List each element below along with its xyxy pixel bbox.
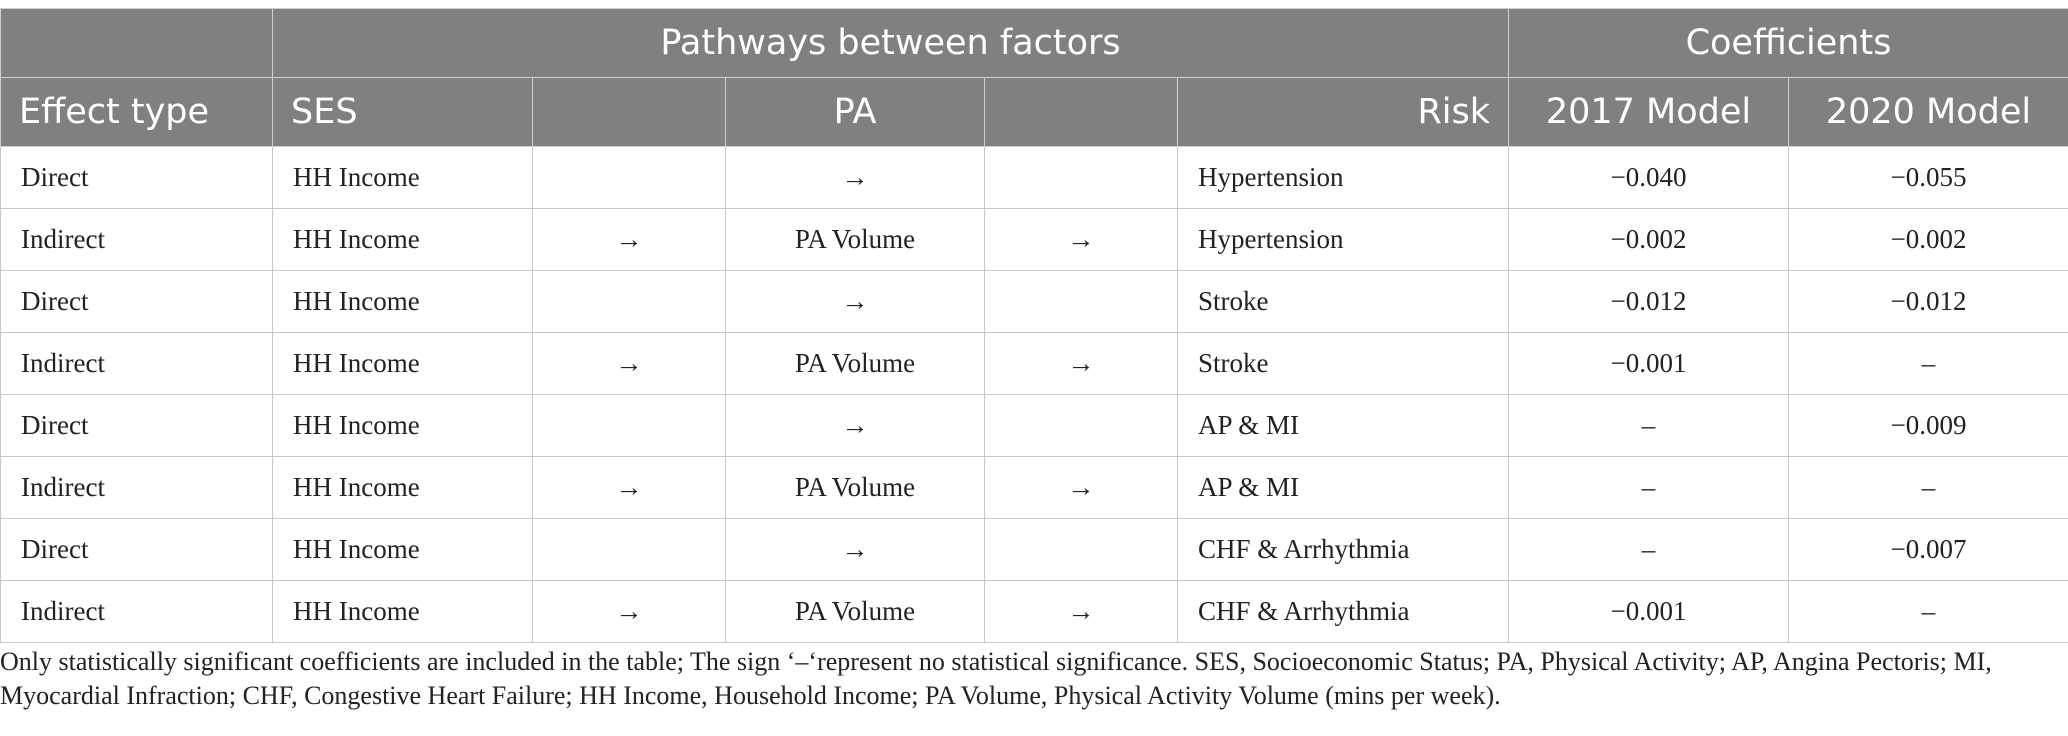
group-header-pathways: Pathways between factors bbox=[273, 9, 1509, 78]
cell-coef-2020: −0.009 bbox=[1789, 395, 2068, 457]
cell-arrow-1 bbox=[533, 519, 726, 581]
cell-coef-2020: −0.007 bbox=[1789, 519, 2068, 581]
cell-arrow-2 bbox=[985, 271, 1178, 333]
cell-effect-type: Direct bbox=[1, 271, 273, 333]
cell-pa: PA Volume bbox=[726, 209, 985, 271]
cell-ses: HH Income bbox=[273, 333, 533, 395]
cell-ses: HH Income bbox=[273, 581, 533, 643]
cell-effect-type: Direct bbox=[1, 519, 273, 581]
cell-risk: CHF & Arrhythmia bbox=[1178, 519, 1509, 581]
cell-arrow-1: → bbox=[533, 209, 726, 271]
cell-coef-2017: −0.040 bbox=[1509, 147, 1789, 209]
cell-coef-2017: – bbox=[1509, 519, 1789, 581]
cell-ses: HH Income bbox=[273, 271, 533, 333]
cell-coef-2017: −0.012 bbox=[1509, 271, 1789, 333]
column-header-2020-model: 2020 Model bbox=[1789, 78, 2068, 147]
cell-arrow-1 bbox=[533, 271, 726, 333]
cell-arrow-2: → bbox=[985, 581, 1178, 643]
cell-ses: HH Income bbox=[273, 457, 533, 519]
cell-coef-2020: −0.012 bbox=[1789, 271, 2068, 333]
cell-effect-type: Direct bbox=[1, 147, 273, 209]
column-header-pa: PA bbox=[726, 78, 985, 147]
cell-arrow-2 bbox=[985, 147, 1178, 209]
coefficients-table bbox=[0, 8, 2068, 643]
cell-pa: PA Volume bbox=[726, 333, 985, 395]
cell-ses: HH Income bbox=[273, 395, 533, 457]
cell-arrow-2: → bbox=[985, 333, 1178, 395]
cell-ses: HH Income bbox=[273, 519, 533, 581]
cell-effect-type: Indirect bbox=[1, 209, 273, 271]
column-header-row bbox=[1, 78, 2068, 147]
table-row bbox=[1, 271, 2068, 333]
cell-ses: HH Income bbox=[273, 209, 533, 271]
cell-coef-2020: −0.055 bbox=[1789, 147, 2068, 209]
column-header-2017-model: 2017 Model bbox=[1509, 78, 1789, 147]
cell-coef-2017: −0.001 bbox=[1509, 333, 1789, 395]
group-header-row bbox=[1, 9, 2068, 78]
column-header-arrow-2 bbox=[985, 78, 1178, 147]
cell-effect-type: Indirect bbox=[1, 457, 273, 519]
cell-arrow-2 bbox=[985, 519, 1178, 581]
cell-risk: AP & MI bbox=[1178, 395, 1509, 457]
column-header-ses: SES bbox=[273, 78, 533, 147]
cell-pa: PA Volume bbox=[726, 457, 985, 519]
table-row bbox=[1, 333, 2068, 395]
cell-coef-2020: – bbox=[1789, 581, 2068, 643]
cell-arrow-1: → bbox=[533, 581, 726, 643]
cell-pa: → bbox=[726, 271, 985, 333]
cell-risk: Hypertension bbox=[1178, 147, 1509, 209]
cell-pa: → bbox=[726, 519, 985, 581]
group-header-coefficients: Coefficients bbox=[1509, 9, 2068, 78]
cell-arrow-2: → bbox=[985, 457, 1178, 519]
table-row bbox=[1, 395, 2068, 457]
cell-risk: Hypertension bbox=[1178, 209, 1509, 271]
table-footnote: Only statistically significant coefficients are included in the table; The sign ‘–‘represent no statistical significance. SES, Socioeconomic Status; PA, Physical Activity; AP, Angina Pectoris; MI, Myocardial Infraction; CHF, Congestive Heart Failure; HH Income, Household Income; PA Volume, Physical Activity Volume (mins per week). bbox=[0, 647, 1992, 710]
cell-arrow-2: → bbox=[985, 209, 1178, 271]
cell-arrow-2 bbox=[985, 395, 1178, 457]
table-row bbox=[1, 581, 2068, 643]
group-header-blank bbox=[1, 9, 273, 78]
cell-coef-2020: – bbox=[1789, 457, 2068, 519]
cell-risk: AP & MI bbox=[1178, 457, 1509, 519]
column-header-effect-type: Effect type bbox=[1, 78, 273, 147]
cell-pa: → bbox=[726, 147, 985, 209]
cell-coef-2017: – bbox=[1509, 395, 1789, 457]
cell-pa: → bbox=[726, 395, 985, 457]
cell-risk: CHF & Arrhythmia bbox=[1178, 581, 1509, 643]
cell-arrow-1 bbox=[533, 395, 726, 457]
cell-effect-type: Direct bbox=[1, 395, 273, 457]
table-row bbox=[1, 209, 2068, 271]
cell-arrow-1: → bbox=[533, 333, 726, 395]
cell-pa: PA Volume bbox=[726, 581, 985, 643]
column-header-arrow-1 bbox=[533, 78, 726, 147]
cell-coef-2017: −0.001 bbox=[1509, 581, 1789, 643]
cell-effect-type: Indirect bbox=[1, 333, 273, 395]
cell-arrow-1: → bbox=[533, 457, 726, 519]
cell-coef-2020: – bbox=[1789, 333, 2068, 395]
cell-coef-2017: −0.002 bbox=[1509, 209, 1789, 271]
cell-risk: Stroke bbox=[1178, 271, 1509, 333]
table-row bbox=[1, 457, 2068, 519]
cell-effect-type: Indirect bbox=[1, 581, 273, 643]
cell-risk: Stroke bbox=[1178, 333, 1509, 395]
cell-coef-2017: – bbox=[1509, 457, 1789, 519]
cell-coef-2020: −0.002 bbox=[1789, 209, 2068, 271]
cell-ses: HH Income bbox=[273, 147, 533, 209]
column-header-risk: Risk bbox=[1178, 78, 1509, 147]
cell-arrow-1 bbox=[533, 147, 726, 209]
table-row bbox=[1, 147, 2068, 209]
table-row bbox=[1, 519, 2068, 581]
